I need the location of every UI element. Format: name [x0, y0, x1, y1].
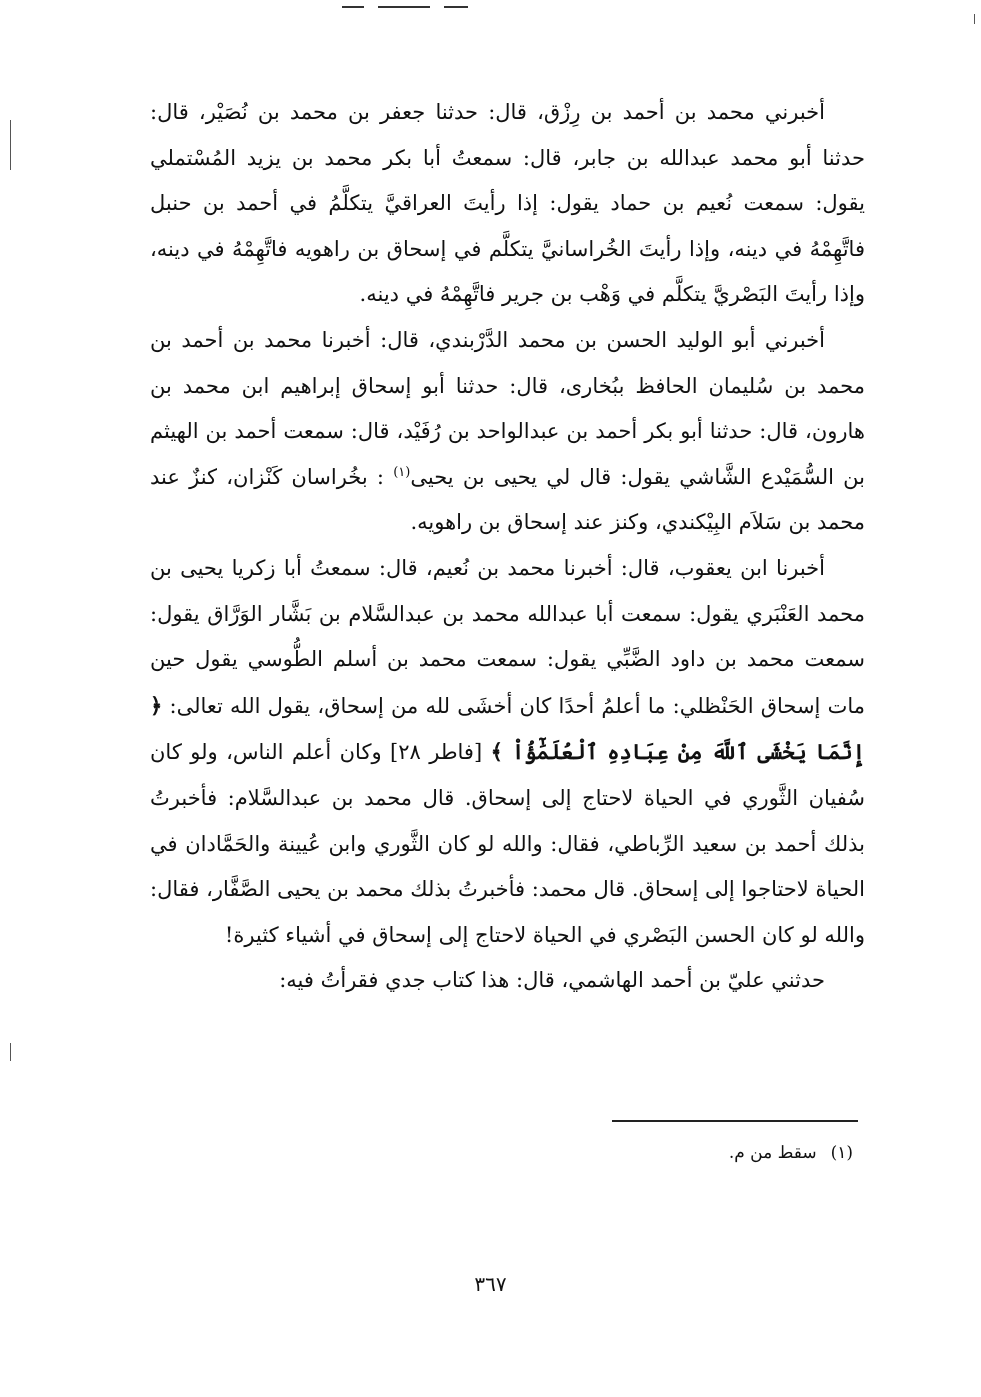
paragraph-text: أخبرنا ابن يعقوب، قال: أخبرنا محمد بن نُعيم، قال: سمعتُ أبا زكريا يحيى بن محمد العَنْبَري يقول: سمعت أبا عبدالله محمد بن عبدالسَّلام بن بَشَّار الوَرَّاق يقول: سمعت محمد بن داود الضَّبِّي يقول: سمعت محمد بن أسلم الطُّوسي يقول حين مات إسحاق الحَنْظلي: ما أعلمُ أحدًا كان أخشَى لله من إسحاق، يقول الله تعالى: [150, 555, 865, 718]
paragraph-text: [فاطر ٢٨] وكان أعلم الناس، ولو كان سُفيان الثَّوري في الحياة لاحتاج إلى إسحاق. قال محمد بن عبدالسَّلام: فأخبرتُ بذلك أحمد بن سعيد الرِّباطي، فقال: والله لو كان الثَّوري وابن عُيينة والحَمَّادان في الحياة لاحتاجوا إلى إسحاق. قال محمد: فأخبرتُ بذلك محمد بن يحيى الصَّفَّار، فقال: والله لو كان الحسن البَصْري في الحياة لاحتاج إلى إسحاق في أشياء كثيرة! [150, 740, 865, 947]
footnote-number: (١) [830, 1143, 853, 1163]
footnote-reference: (١) [393, 464, 411, 480]
paragraph [150, 318, 865, 546]
paragraph [150, 958, 865, 1004]
footnote [729, 1143, 853, 1163]
paragraph [150, 546, 865, 958]
footnote-separator [612, 1120, 858, 1122]
scan-margin-mark [10, 1043, 11, 1061]
top-scan-rule [378, 6, 430, 8]
paragraph-text: أخبرني أبو الوليد الحسن بن محمد الدَّرْبندي، قال: أخبرنا محمد بن أحمد بن محمد بن سُليمان الحافظ ببُخارى، قال: حدثنا أبو إسحاق إبراهيم ابن محمد بن هارون، قال: حدثنا أبو بكر أحمد بن عبدالواحد بن رُفَيْد، قال: سمعت أحمد بن الهيثم بن السُّمَيْدع الشَّاشي يقول: قال لي يحيى بن يحيى [150, 327, 865, 489]
page-number: ٣٦٧ [474, 1272, 507, 1296]
footnote-text: سقط من م. [728, 1143, 817, 1163]
paragraph-text: أخبرني محمد بن أحمد بن رِزْق، قال: حدثنا جعفر بن محمد بن نُصَيْر، قال: حدثنا أبو محمد عبدالله بن جابر، قال: سمعتُ أبا بكر محمد بن يزيد المُسْتملي يقول: سمعت نُعيم بن حماد يقول: إذا رأيتَ العراقيَّ يتكلَّمُ في أحمد بن حنبل فاتَّهِمْهُ في دينه، وإذا رأيتَ الخُراسانيَّ يتكلَّم في إسحاق بن راهويه فاتَّهِمْهُ في دينه، وإذا رأيتَ البَصْريَّ يتكلَّم في وَهْب بن جرير فاتَّهِمْهُ في دينه. [150, 100, 865, 307]
top-scan-rule [342, 6, 364, 8]
scan-margin-mark [10, 120, 11, 170]
main-text [150, 90, 865, 1004]
quran-verse: ﴿ إِنَّمَا يَخْشَى ٱللَّهَ مِنْ عِبَادِهِ ٱلْعُلَمَٰٓؤُاْ ﴾ [150, 692, 865, 765]
top-scan-rule [444, 6, 468, 8]
scan-margin-mark [974, 14, 975, 24]
paragraph-text: : بخُراسان كَنْزان، كنزٌ عند محمد بن سَلاَم البِيْكندي، وكنز عند إسحاق بن راهويه. [150, 464, 865, 535]
paragraph [150, 90, 865, 318]
paragraph-text: حدثني عليّ بن أحمد الهاشمي، قال: هذا كتاب جدي فقرأتُ فيه: [279, 968, 825, 993]
